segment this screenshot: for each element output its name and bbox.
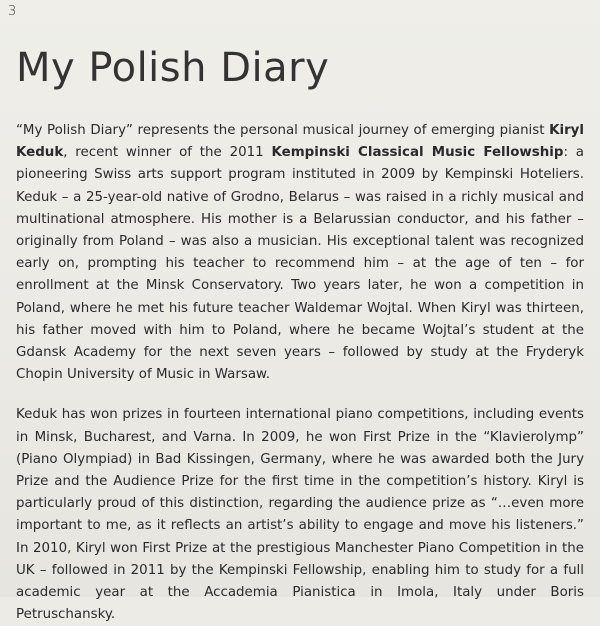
page-number: 3: [8, 4, 17, 19]
paragraph-1-intro: “My Polish Diary” represents the personal musical journey of emerging pianist: [16, 123, 550, 138]
paragraph-1: [16, 120, 584, 386]
paragraph-1-text-2: , recent winner of the 2011: [63, 145, 272, 161]
paragraph-1-text-3: : a pioneering Swiss arts support program instituted in 2009 by Kempinski Hoteliers. Keduk – a 25-year-old native of Grodno, Belarus – was raised in a richly musical and multinational atmosphere. His mother is a Belarussian conductor, and his father – originally from Poland – was also a musician. His exceptional talent was recognized early on, prompting his teacher to recommend him – at the age of ten – for enrollment at the Minsk Conservatory. Two years later, he won a competition in Poland, where he met his future teacher Waldemar Wojtal. When Kiryl was thirteen, his father moved with him to Poland, where he became Wojtal’s student at the Gdansk Academy for the next seven years – followed by study at the Fryderyk Chopin University of Music in Warsaw.: [16, 145, 584, 383]
page-title: My Polish Diary: [16, 45, 330, 91]
paragraph-2: Keduk has won prizes in fourteen international piano competitions, including events in Minsk, Bucharest, and Varna. In 2009, he won First Prize in the “Klavierolymp” (Piano Olympiad) in Bad Kissingen, Germany, where he was awarded both the Jury Prize and the Audience Prize for the first time in the competition’s history. Kiryl is particularly proud of this distinction, regarding the audience prize as “…even more important to me, as it reflects an artist’s ability to engage and move his listeners.” In 2010, Kiryl won First Prize at the prestigious Manchester Piano Competition in the UK – followed in 2011 by the Kempinski Fellowship, enabling him to study for a full academic year at the Accademia Pianistica in Imola, Italy under Boris Petruschansky.: [16, 407, 584, 623]
fellowship-name: Kempinski Classical Music Fellowship: [271, 145, 564, 161]
article-body: [16, 120, 584, 626]
pianist-name: Kiryl Keduk: [16, 123, 584, 161]
